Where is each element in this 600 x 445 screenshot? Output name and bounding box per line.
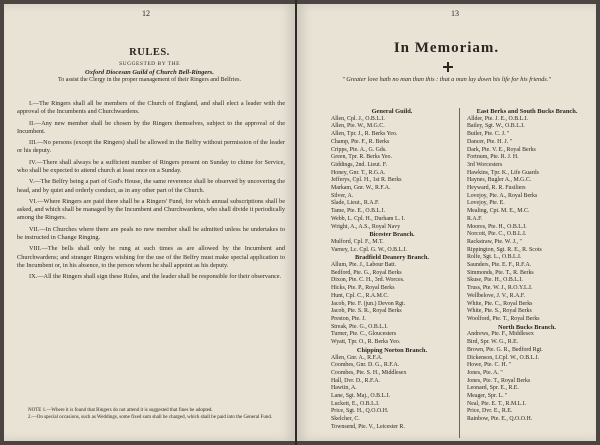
memorial-name: Jacob, Pte. S. R., Royal Berks bbox=[331, 308, 402, 315]
memorial-name: Saunders, Pte. E. F., R.F.A. bbox=[467, 262, 532, 269]
memorial-name: Rainbow, Pte. E., Q.O.O.H. bbox=[467, 416, 533, 423]
rule-paragraph: VI.—Where Ringers are paid there shall be a Ringers' Fund, for which annual subscriptions shall be asked, and which shall be managed by the Incumbent and Churchwardens, who shall divide it periodically among the Ringers. bbox=[17, 197, 285, 222]
memorial-column-left bbox=[331, 108, 453, 432]
memorial-name: Hall, Dvr. D., R.F.A. bbox=[331, 377, 380, 384]
memorial-name: Webb, L. Cpl. H., Durham L. I. bbox=[331, 215, 405, 222]
rule-paragraph: VIII.—The bells shall only be rung at such times as are allowed by the Incumbent and Churchwardens; and stranger Ringers wishing for the use of the Belfry must make special application to the Incumbent or, in his absence, to the person whom he shall appoint as his deputy. bbox=[17, 245, 285, 269]
memorial-name: Hunt, Cpl. C., R.A.M.C. bbox=[331, 292, 389, 299]
memorial-name: Brown, Pte. G. R., Bedford Rgt. bbox=[467, 346, 543, 353]
memorial-name: Dancer, Pte. H. J. " bbox=[467, 138, 513, 145]
memorial-column-right bbox=[467, 108, 587, 424]
memorial-name: Andrews, Pte. F., Middlesex bbox=[467, 331, 534, 338]
memorial-name: White, Pte. S., Royal Berks bbox=[467, 308, 532, 315]
branch-heading: Chipping Norton Branch. bbox=[356, 346, 428, 354]
memorial-name: Haynes, Bugler A., M.G.C. bbox=[467, 177, 532, 184]
memorial-name: Allen, Gnr. A., R.F.A. bbox=[331, 354, 383, 361]
footnote: NOTE 1.—Where it is found that Ringers do not attend it is suggested that fines be adopted. bbox=[28, 408, 213, 413]
column-divider bbox=[459, 108, 460, 438]
memorial-name: Varney, Lc. Cpl. G. W., O.B.L.I. bbox=[331, 246, 408, 253]
memoriam-title: In Memoriam. bbox=[393, 40, 500, 56]
memorial-name: Turner, Pte. C., Gloucesters bbox=[331, 331, 397, 338]
memorial-name: Truss, Pte. W. J., R.O.Y.L.I. bbox=[467, 285, 533, 292]
memorial-name: Rolfe, Sgt. L., O.B.L.I. bbox=[467, 254, 522, 261]
memorial-name: Jones, Pte. A. " bbox=[467, 369, 503, 376]
memorial-name: Neal, Pte. E. T., R.M.L.I. bbox=[467, 400, 527, 407]
page-number: 13 bbox=[451, 9, 459, 18]
branch-heading: Bicester Branch. bbox=[369, 231, 415, 239]
memorial-name: Leonard, Spr. E., R.E. bbox=[467, 385, 519, 392]
rule-paragraph: II.—Any new member shall be chosen by the Ringers themselves, subject to the approval of the Incumbent. bbox=[17, 119, 285, 135]
memorial-name: Howe, Pte. C. H. " bbox=[467, 362, 511, 369]
memorial-name: Wright, A., A.S., Royal Navy bbox=[331, 223, 401, 230]
memorial-name: White, Pte. C., Royal Berks bbox=[467, 300, 533, 307]
memorial-name: Butler, Pte. C. J. " bbox=[467, 131, 510, 138]
rule-paragraph: III.—No persons (except the Ringers) shall be allowed in the Belfry without permission of the leader or his deputy. bbox=[17, 139, 285, 155]
branch-heading: North Bucks Branch. bbox=[497, 323, 557, 331]
memorial-name: Champ, Pte. F., R. Berks bbox=[331, 138, 390, 145]
memorial-name: Silver, A. bbox=[331, 192, 354, 199]
footnote: 2.—On special occasions, such as Weddings, some fixed sum shall be charged, which shall be paid into the General Fund. bbox=[28, 414, 273, 420]
notes-list bbox=[28, 408, 283, 421]
memorial-name: Dark, Pte. V. E., Royal Berks bbox=[467, 146, 536, 153]
memorial-name: Jones, Pte. T., Royal Berks bbox=[467, 377, 531, 384]
memorial-name: Honey, Gnr. T., R.G.A. bbox=[331, 169, 386, 176]
memorial-name: Price, Dvr. E., R.E. bbox=[467, 408, 513, 415]
branch-heading: Bradfield Deanery Branch. bbox=[354, 254, 430, 262]
memorial-name: Woolford, Pte. T., Royal Berks bbox=[467, 315, 540, 322]
memorial-name: Mealing, Cpt. M. E., M.C. bbox=[467, 208, 530, 215]
branch-heading: General Guild. bbox=[371, 108, 413, 115]
page-title: RULES. bbox=[129, 47, 170, 58]
left-page bbox=[4, 4, 295, 441]
memorial-name: Mulford, Cpl. F., M.T. bbox=[331, 238, 384, 245]
memorial-name: Hawkins, Tpr. K., Life Guards bbox=[467, 169, 539, 176]
memorial-name: Simmonds, Pte. T., R. Berks bbox=[467, 269, 534, 276]
guild-name: Oxford Diocesan Guild of Church Bell-Ringers. bbox=[85, 69, 214, 76]
memorial-name: Heyward, R. R. Fusiliers bbox=[467, 185, 526, 192]
rule-paragraph: I.—The Ringers shall all be members of the Church of England, and shall elect a leader with the approval of the Incumbents and Churchwardens. bbox=[17, 100, 285, 116]
memorial-name: Skuse, Pte. H., O.B.L.I. bbox=[467, 277, 523, 284]
memorial-name: Allen, Cpl. J., O.B.L.I. bbox=[331, 115, 385, 122]
memorial-name: Bedford, Pte. G., Royal Berks bbox=[331, 269, 402, 276]
memorial-name: Wyatt, Tpr. O., R. Berks Yeo. bbox=[331, 339, 401, 346]
rule-paragraph: VII.—In Churches where there are peals no new member shall be admitted unless he undertakes to be instructed in Change Ringing. bbox=[17, 225, 285, 241]
memorial-name: Lovejoy, Pte. E. bbox=[467, 200, 505, 207]
memorial-name: Bird, Spr. W. G., R.E. bbox=[467, 339, 519, 346]
memorial-name: Fortnum, Pte. R. J. H. bbox=[467, 154, 519, 161]
memorial-name: Lane, Sgt. Maj., O.B.L.I. bbox=[331, 393, 391, 400]
rule-paragraph: V.—The Belfry being a part of God's House, the same reverence shall be observed by uncovering the head, and by quiet and orderly conduct, as in any other part of the Church. bbox=[17, 178, 285, 194]
memorial-name: Dickenson, LCpl. W., O.B.L.I. bbox=[467, 354, 540, 361]
right-page bbox=[297, 4, 596, 441]
memorial-name: Coombes, Pte. S. H., Middlesex bbox=[331, 369, 407, 376]
memorial-name: Cripps, Pte. A., G. Gds. bbox=[331, 146, 387, 153]
memorial-name: Dixon, Pte. C. H., 3rd. Worces. bbox=[331, 277, 405, 284]
memorial-name: Preston, Pte. J. bbox=[331, 315, 366, 322]
memorial-name: Allen, Tpr. J., R. Berks Yeo. bbox=[331, 131, 398, 138]
memorial-name: Coombes, Gnr. D. G., R.F.A. bbox=[331, 362, 400, 369]
memorial-name: Slade, Lieut., R.A.F. bbox=[331, 200, 380, 207]
memorial-name: Tame, Pte. E., O.B.L.I. bbox=[331, 208, 386, 215]
memorial-name: Luckett, E., O.B.L.I. bbox=[331, 400, 380, 407]
memorial-name: R.A.F. bbox=[467, 215, 483, 222]
memorial-name: Rackstraw, Pte. W. J., " bbox=[467, 238, 522, 245]
memorial-name: Allum, Pte. J., Labour Batt. bbox=[331, 262, 396, 269]
cross-icon bbox=[443, 62, 453, 72]
memorial-name: Jacob, Pte. F. (jun.) Devon Rgt. bbox=[331, 300, 406, 307]
memorial-name: Jefferys, Cpl. H., 1st R. Berks bbox=[331, 177, 402, 184]
memorial-name: 3rd Worcesters bbox=[467, 161, 503, 168]
memorial-quote: " Greater love hath no man than this : that a man lay down his life for his friends." bbox=[342, 76, 551, 83]
memorial-name: Allen, Pte. W., M.G.C. bbox=[331, 123, 385, 130]
memorial-name: Green, Tpr. R. Berks Yeo. bbox=[331, 154, 392, 161]
memorial-name: Bailey, Sgt. W., O.B.L.I. bbox=[467, 123, 525, 130]
intro-text: To assist the Clergy in the proper management of their Ringers and Belfries. bbox=[58, 77, 241, 83]
memorial-name: Lovejoy, Pte. A., Royal Berks bbox=[467, 192, 538, 199]
memorial-name: Norcott, Pte. C., O.B.L.I. bbox=[467, 231, 527, 238]
memorial-name: Allder, Pte. J. E., O.B.L.I. bbox=[467, 115, 529, 122]
memorial-name: Price, Sgt. H., Q.O.O.H. bbox=[331, 408, 389, 415]
memorial-name: Hawtin, A. bbox=[331, 385, 357, 392]
rules-list bbox=[17, 100, 285, 285]
memorial-name: Wellbelove, J. V., R.A.F. bbox=[467, 292, 526, 299]
page-number: 12 bbox=[142, 9, 150, 18]
rule-paragraph: IV.—There shall always be a sufficient number of Ringers present on Sunday to chime for Service, who shall be expected to attend church at least once on a Sunday. bbox=[17, 158, 285, 174]
memorial-name: Moores, Pte. H., O.B.L.I. bbox=[467, 223, 527, 230]
branch-heading: East Berks and South Bucks Branch. bbox=[476, 108, 578, 115]
memorial-name: Meager, Spr. L. " bbox=[467, 393, 508, 400]
memorial-name: Skelcher, C. bbox=[331, 416, 360, 423]
rule-paragraph: IX.—All the Ringers shall sign these Rules, and the leader shall be responsible for their observance. bbox=[29, 273, 282, 281]
memorial-name: Townsend, Pte. V., Leicester R. bbox=[331, 423, 405, 430]
memorial-name: Giddings, 2nd. Lieut. F. bbox=[331, 161, 387, 168]
memorial-name: Markam, Gnr. W., R.F.A. bbox=[331, 185, 391, 192]
suggested-by-line: SUGGESTED BY THE bbox=[119, 61, 180, 67]
memorial-name: Streak, Pte. G., O.B.L.I. bbox=[331, 323, 388, 330]
memorial-name: Hicks, Pte. P., Royal Berks bbox=[331, 285, 395, 292]
memorial-name: Rippington, Sgt. R. E., R. Scots bbox=[467, 246, 542, 253]
